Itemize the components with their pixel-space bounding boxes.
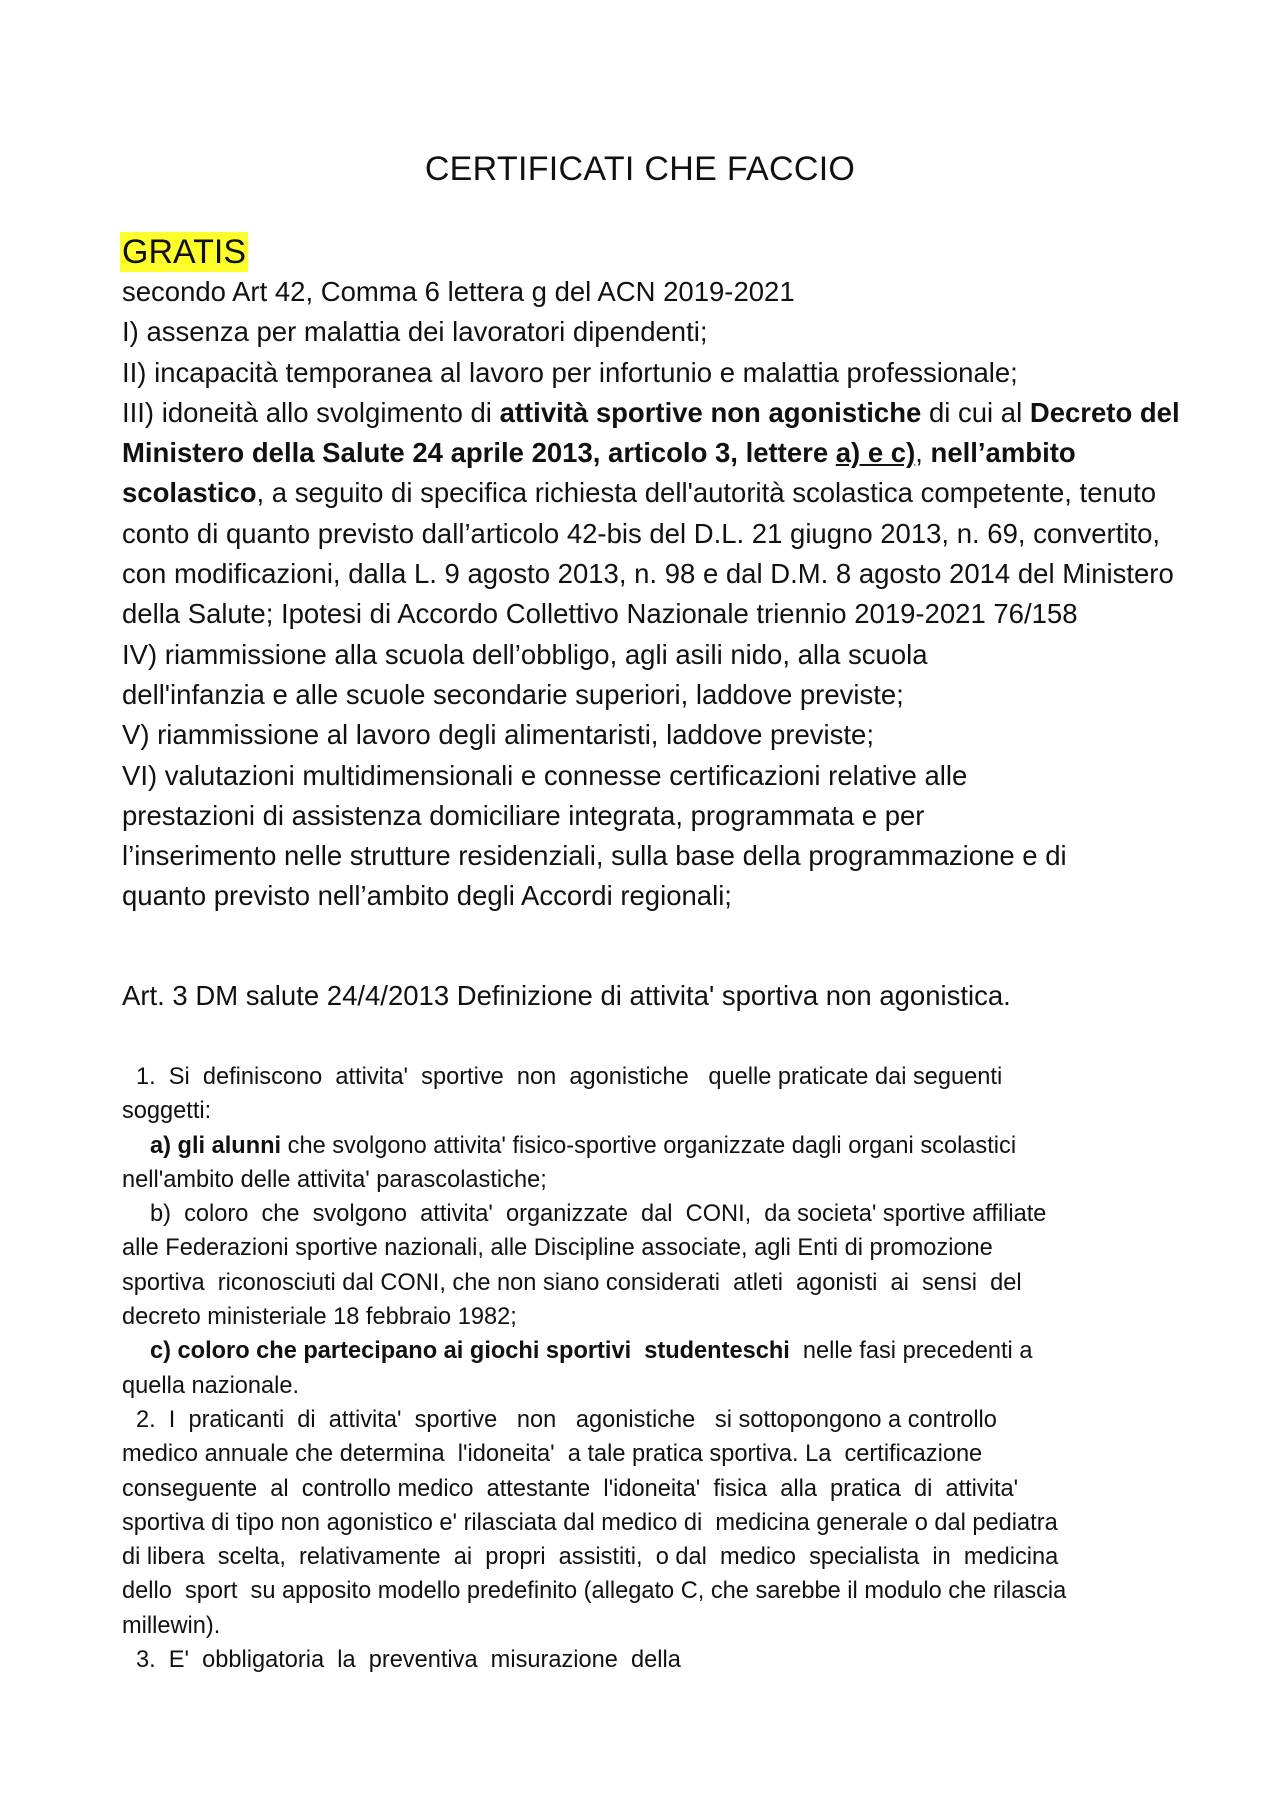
list-item-4-line-1: IV) riammissione alla scuola dell’obbligo, agli asili nido, alla scuola — [122, 638, 928, 670]
art3-heading: Art. 3 DM salute 24/4/2013 Definizione di attivita' sportiva non agonistica. — [122, 980, 1011, 1011]
paragraph-2-line-4: sportiva di tipo non agonistico e' rilasciata dal medico di medicina generale o dal pediatra — [122, 1509, 1058, 1536]
free-certificates-section — [122, 232, 1182, 917]
item3-comma: , — [915, 437, 931, 469]
paragraph-1c — [122, 1334, 1182, 1368]
paragraph-1-line-1: 1. Si definiscono attivita' sportive non agonistiche quelle praticate dai seguenti — [136, 1064, 1003, 1090]
item3-prefix: III) idoneità allo svolgimento di — [122, 396, 500, 428]
paragraph-3-line-1: 3. E' obbligatoria la preventiva misurazione della — [136, 1647, 681, 1674]
item3-bold-school: nell’ambito scolastico — [122, 437, 1076, 509]
paragraph-2-line-7: millewin). — [122, 1612, 221, 1639]
list-item-3 — [122, 393, 1182, 635]
paragraph-2-line-2: medico annuale che determina l'idoneita' a tale pratica sportiva. La certificazione — [122, 1441, 983, 1468]
item3-mid: di cui al — [921, 396, 1023, 428]
list-item-6-line-2: prestazioni di assistenza domiciliare integrata, programmata e per — [122, 799, 925, 831]
paragraph-1b-line-2: alle Federazioni sportive nazionali, alle Discipline associate, agli Enti di promozione — [122, 1235, 993, 1262]
paragraph-1a-line-2: nell'ambito delle attivita' parascolastiche; — [122, 1166, 547, 1193]
intro-line: secondo Art 42, Comma 6 lettera g del ACN 2019-2021 — [122, 276, 795, 307]
paragraph-1c-rest: nelle fasi precedenti a — [789, 1338, 1033, 1365]
paragraph-2-line-3: conseguente al controllo medico attestante l'idoneita' fisica alla pratica di attivita' — [122, 1475, 1019, 1502]
paragraph-2-line-5: di libera scelta, relativamente ai propri assistiti, o dal medico specialista in medicina — [122, 1544, 1059, 1571]
list-item-2: II) incapacità temporanea al lavoro per infortunio e malattia professionale; — [122, 356, 1018, 388]
list-item-6-line-3: l’inserimento nelle strutture residenziali, sulla base della programmazione e di — [122, 840, 1067, 872]
list-item-4-line-2: dell'infanzia e alle scuole secondarie superiori, laddove previste; — [122, 678, 904, 710]
paragraph-1c-bold: c) coloro che partecipano ai giochi sportivi studenteschi — [150, 1338, 790, 1365]
list-item-5: V) riammissione al lavoro degli alimentaristi, laddove previste; — [122, 719, 874, 751]
art3-body — [122, 1060, 1182, 1677]
list-item-1: I) assenza per malattia dei lavoratori dipendenti; — [122, 316, 708, 348]
paragraph-1a — [122, 1129, 1182, 1163]
paragraph-1b-line-3: sportiva riconosciuti dal CONI, che non siano considerati atleti agonisti ai sensi del — [122, 1269, 1022, 1296]
item3-rest: , a seguito di specifica richiesta dell'autorità scolastica competente, tenuto conto di quanto previsto dall’articolo 42-bis del D.L. 21 giugno 2013, n. 69, convertito, con modificazioni, dalla L. 9 agosto 2013, n. 98 e dal D.M. 8 agosto 2014 del Ministero della Salute; Ipotesi di Accordo Collettivo Nazionale triennio 2019-2021 76/158 — [122, 477, 1174, 630]
list-item-6-line-1: VI) valutazioni multidimensionali e connesse certificazioni relative alle — [122, 759, 968, 791]
paragraph-1-line-2: soggetti: — [122, 1098, 212, 1125]
item3-bold-decree: Decreto del Ministero della Salute 24 aprile 2013, articolo 3, lettere — [122, 396, 1180, 469]
item3-underlined-letters: a) e c) — [835, 437, 916, 469]
paragraph-2-line-1: 2. I praticanti di attivita' sportive non agonistiche si sottopongono a controllo — [136, 1406, 997, 1433]
paragraph-1a-bold: a) gli alunni — [150, 1132, 282, 1159]
paragraph-1b-line-4: decreto ministeriale 18 febbraio 1982; — [122, 1304, 517, 1331]
item3-bold-activities: attività sportive non agonistiche — [499, 396, 922, 428]
paragraph-1c-line-2: quella nazionale. — [122, 1372, 300, 1399]
paragraph-1a-rest: che svolgono attivita' fisico-sportive organizzate dagli organi scolastici — [281, 1132, 1017, 1159]
paragraph-2-line-6: dello sport su apposito modello predefinito (allegato C, che sarebbe il modulo che rilascia — [122, 1578, 1067, 1605]
page-title: CERTIFICATI CHE FACCIO — [424, 150, 856, 188]
gratis-highlight-label: GRATIS — [122, 233, 247, 271]
list-item-6-line-4: quanto previsto nell’ambito degli Accordi regionali; — [122, 880, 732, 912]
paragraph-1b-line-1: b) coloro che svolgono attivita' organizzate dal CONI, da societa' sportive affiliate — [150, 1201, 1047, 1228]
